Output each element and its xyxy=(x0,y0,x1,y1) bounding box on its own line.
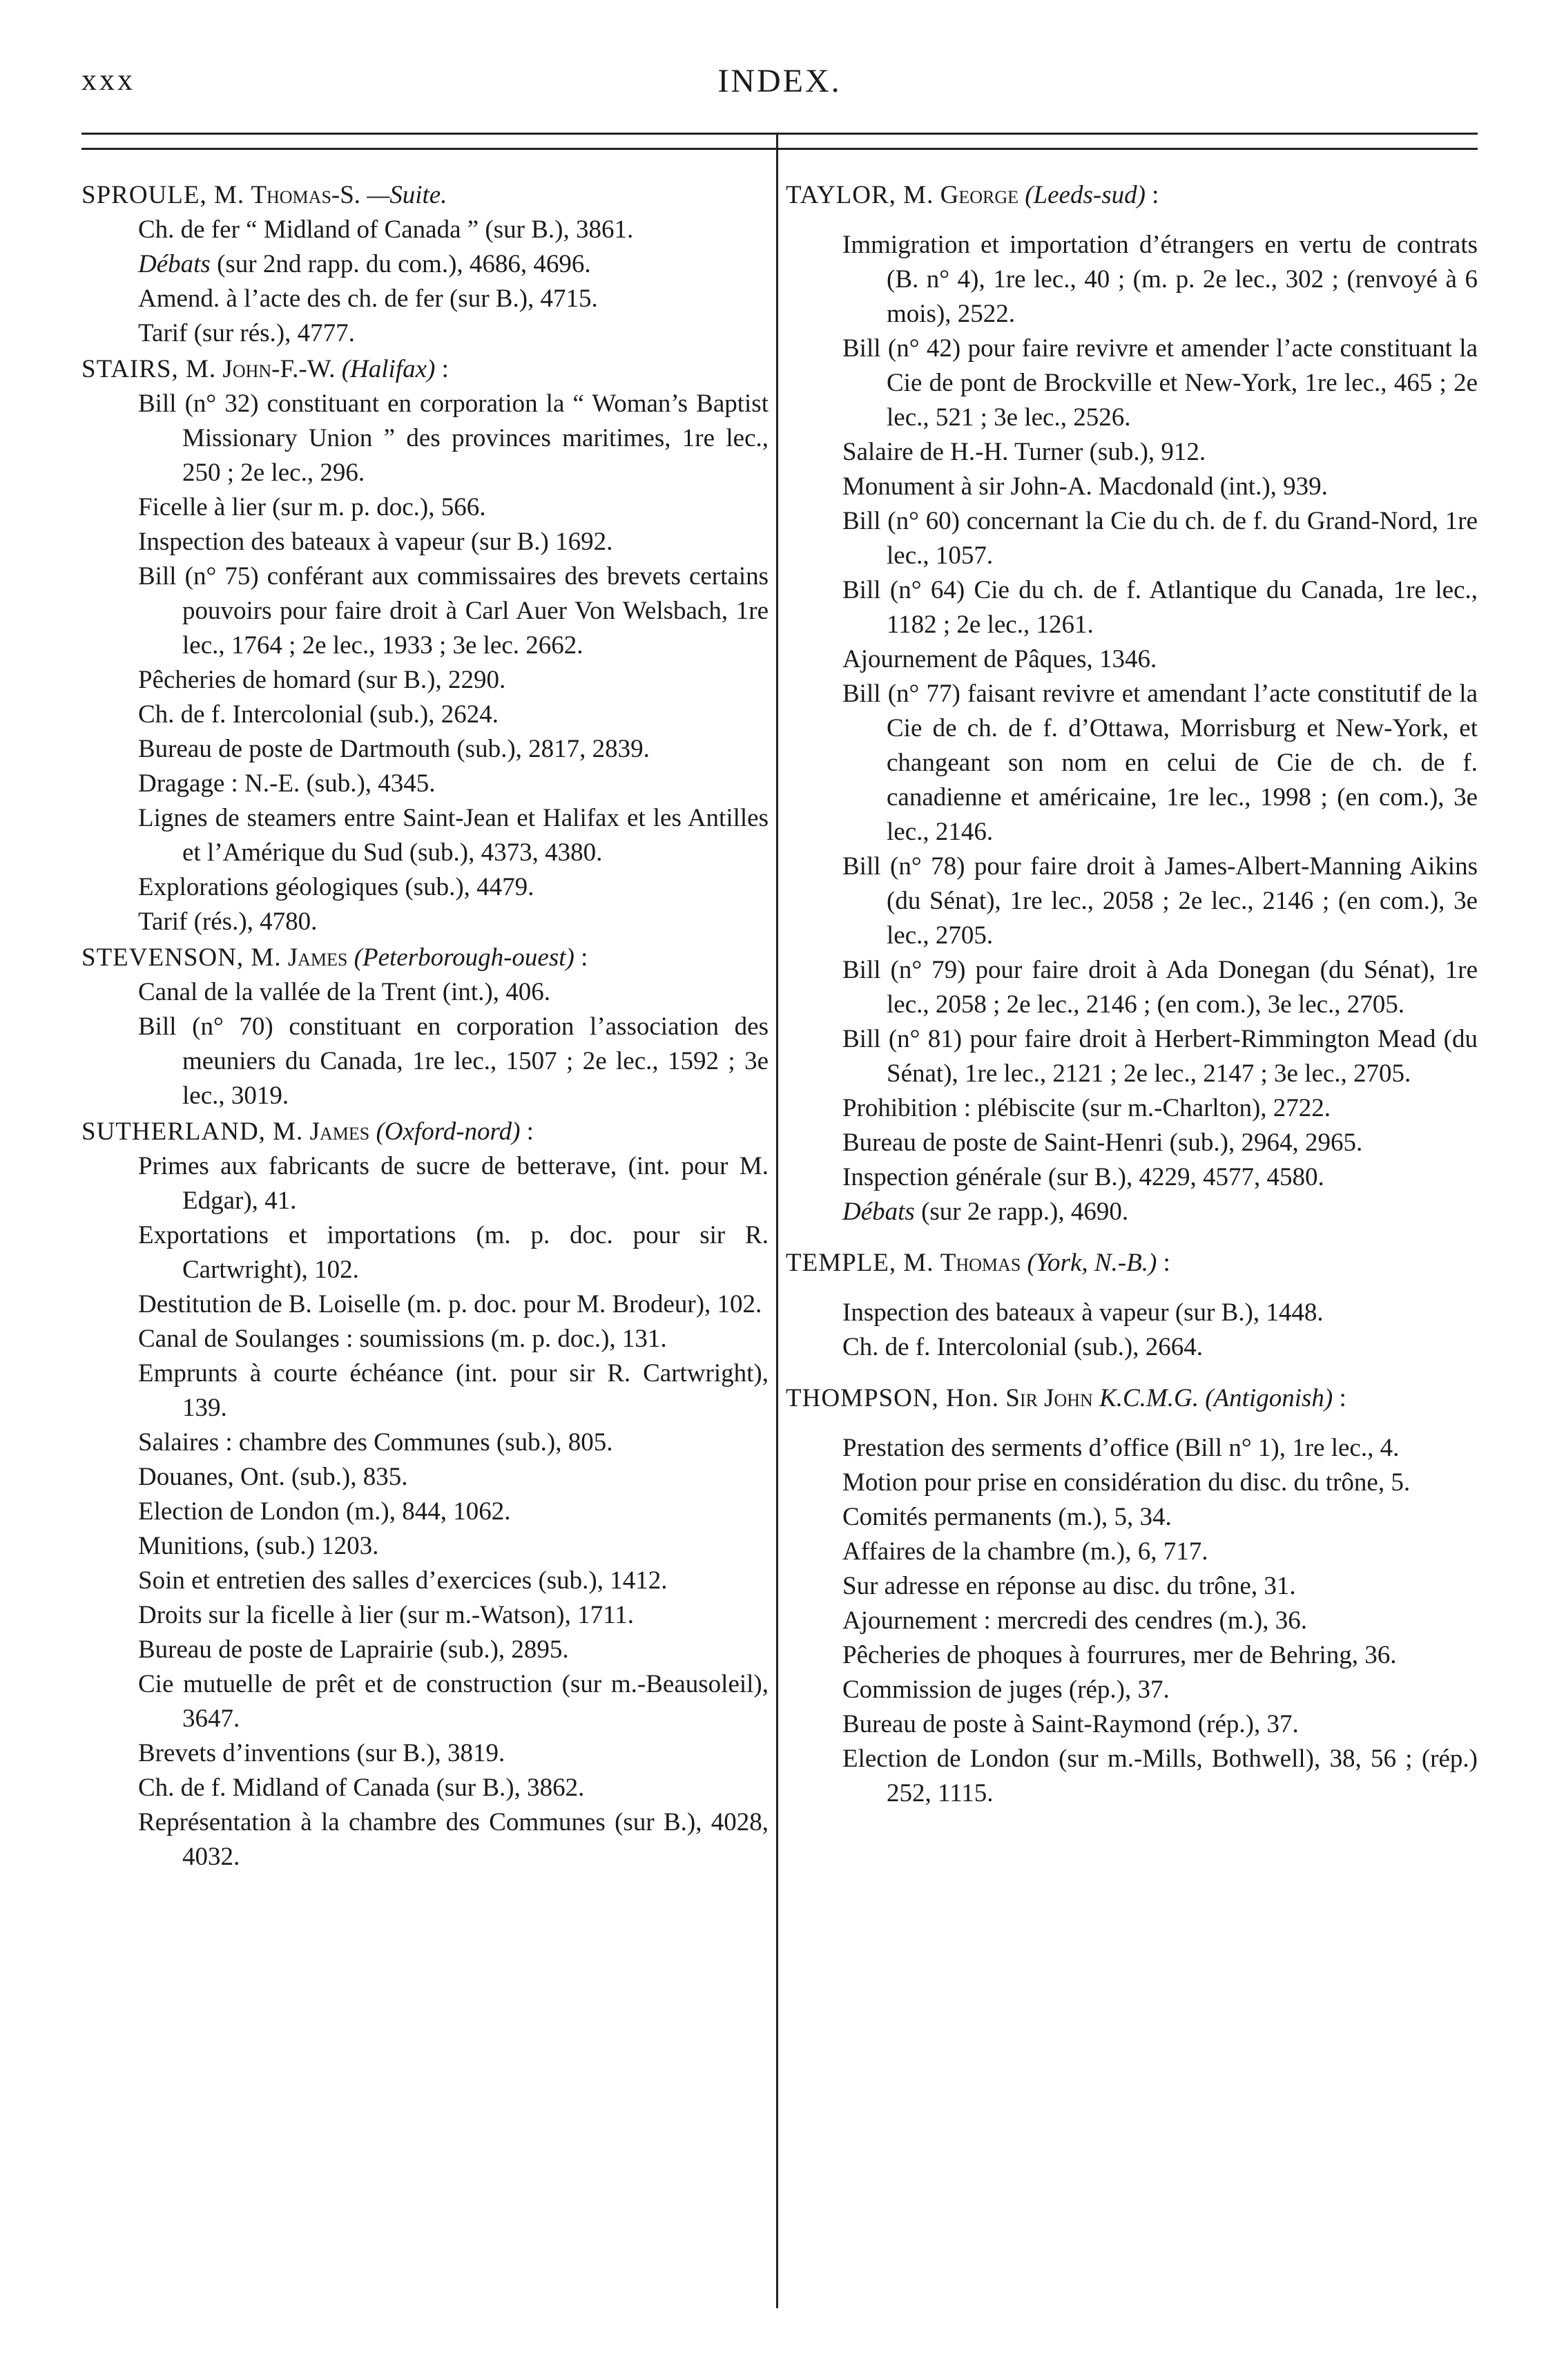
subentry-text: Salaire de H.-H. Turner (sub.), 912. xyxy=(842,438,1206,466)
subentry-text: Bill (n° 60) concernant la Cie du ch. de f. du Grand-Nord, 1re lec., 1057. xyxy=(842,507,1478,570)
member-riding: (Halifax) xyxy=(341,355,436,383)
index-subentry xyxy=(81,247,769,282)
index-subentry xyxy=(81,1805,769,1874)
heading-colon: : xyxy=(1157,1249,1170,1277)
index-subentry xyxy=(81,1010,769,1113)
subentry-text: Bureau de poste à Saint-Raymond (rép.), 37. xyxy=(842,1710,1299,1738)
index-subentry xyxy=(81,698,769,732)
subentry-text: Explorations géologiques (sub.), 4479. xyxy=(138,873,534,901)
member-riding: (Leeds-sud) xyxy=(1025,181,1146,209)
subentry-text: Bureau de poste de Laprairie (sub.), 2895. xyxy=(138,1635,569,1664)
member-riding: (Oxford-nord) xyxy=(376,1117,521,1146)
subentry-text: Bill (n° 32) constituant en corporation la “ Woman’s Baptist Missionary Union ” des provinces maritimes, 1re lec., 250 ; 2e lec., 296. xyxy=(138,390,769,487)
column-divider xyxy=(776,133,778,2308)
index-subentry xyxy=(786,1742,1478,1811)
index-subentry xyxy=(81,1322,769,1356)
member-name: TEMPLE, M. xyxy=(786,1249,934,1277)
entry-heading xyxy=(786,178,1478,213)
index-subentry xyxy=(81,1287,769,1322)
subentry-text: (sur 2e rapp.), 4690. xyxy=(914,1198,1129,1226)
subentry-lead: Débats xyxy=(842,1198,915,1226)
page-title: INDEX. xyxy=(717,63,842,99)
index-column-right xyxy=(786,178,1478,1827)
heading-colon: : xyxy=(574,943,588,972)
subentry-text: Prestation des serments d’office (Bill n° 1), 1re lec., 4. xyxy=(842,1434,1400,1462)
subentry-text: Bill (n° 75) conférant aux commissaires des brevets certains pouvoirs pour faire droit à Carl Auer Von Welsbach, 1re lec., 1764 ; 2e lec., 1933 ; 3e lec. 2662. xyxy=(138,562,769,660)
entry-heading xyxy=(81,1115,769,1149)
index-subentry xyxy=(786,228,1478,332)
index-subentry xyxy=(81,1218,769,1287)
subentry-text: Lignes de steamers entre Saint-Jean et Halifax et les Antilles et l’Amérique du Sud (sub.), 4373, 4380. xyxy=(138,804,769,867)
member-riding: K.C.M.G. (Antigonish) xyxy=(1099,1384,1333,1412)
subentry-text: Exportations et importations (m. p. doc. pour sir R. Cartwright), 102. xyxy=(138,1221,769,1284)
member-name: THOMPSON, Hon. xyxy=(786,1384,1000,1412)
index-entry xyxy=(786,178,1478,1229)
subentry-text: Bill (n° 78) pour faire droit à James-Albert-Manning Aikins (du Sénat), 1re lec., 2058 ; 2e lec., 2146 ; (en com.), 3e lec., 2705. xyxy=(842,852,1478,950)
index-subentry xyxy=(81,1356,769,1426)
index-subentry xyxy=(786,1296,1478,1330)
index-subentry xyxy=(786,1604,1478,1638)
index-subentry xyxy=(786,1160,1478,1195)
subentry-text: Brevets d’inventions (sur B.), 3819. xyxy=(138,1739,505,1767)
subentry-text: Election de London (sur m.-Mills, Bothwell), 38, 56 ; (rép.) 252, 1115. xyxy=(842,1745,1478,1807)
index-subentry xyxy=(81,213,769,247)
index-subentry xyxy=(786,1126,1478,1160)
heading-colon: : xyxy=(435,355,449,383)
subentry-text: Bureau de poste de Dartmouth (sub.), 2817, 2839. xyxy=(138,735,650,763)
index-subentry xyxy=(786,1466,1478,1500)
subentry-text: Election de London (m.), 844, 1062. xyxy=(138,1497,511,1526)
subentry-text: Motion pour prise en considération du disc. du trône, 5. xyxy=(842,1468,1411,1497)
index-subentry xyxy=(81,870,769,905)
index-entry xyxy=(81,352,769,939)
index-subentry xyxy=(786,1638,1478,1673)
index-subentry xyxy=(786,332,1478,435)
subentry-text: Sur adresse en réponse au disc. du trône, 31. xyxy=(842,1572,1296,1600)
index-subentry xyxy=(81,767,769,801)
subentry-text: Ajournement de Pâques, 1346. xyxy=(842,645,1157,673)
index-subentry xyxy=(786,1091,1478,1126)
subentry-text: Commission de juges (rép.), 37. xyxy=(842,1676,1170,1704)
header-rule-top xyxy=(81,133,1478,135)
subentry-text: Salaires : chambre des Communes (sub.), 805. xyxy=(138,1428,613,1457)
index-subentry xyxy=(81,905,769,939)
heading-colon: : xyxy=(1333,1384,1346,1412)
subentry-text: Ficelle à lier (sur m. p. doc.), 566. xyxy=(138,493,486,521)
member-given-name: James xyxy=(287,943,348,972)
index-subentry xyxy=(786,642,1478,677)
subentry-text: Inspection des bateaux à vapeur (sur B.), 1448. xyxy=(842,1298,1324,1327)
entry-heading xyxy=(81,178,769,213)
index-subentry xyxy=(81,525,769,559)
page-number: xxx xyxy=(81,63,135,97)
subentry-text: Ch. de f. Midland of Canada (sur B.), 3862. xyxy=(138,1774,585,1802)
member-given-name: John-F.-W. xyxy=(222,355,336,383)
subentry-text: Dragage : N.-E. (sub.), 4345. xyxy=(138,769,436,798)
index-subentry xyxy=(786,1569,1478,1604)
index-subentry xyxy=(81,1771,769,1805)
index-subentry xyxy=(81,1736,769,1771)
index-subentry xyxy=(786,953,1478,1022)
index-subentry xyxy=(786,1500,1478,1535)
subentry-text: Monument à sir John-A. Macdonald (int.), 939. xyxy=(842,472,1328,501)
member-given-name: Thomas-S. xyxy=(251,181,361,209)
page-header xyxy=(81,41,1478,117)
subentry-text: Ch. de fer “ Midland of Canada ” (sur B.), 3861. xyxy=(138,215,634,244)
index-subentry xyxy=(81,490,769,525)
index-subentry xyxy=(81,282,769,316)
member-given-name: Thomas xyxy=(940,1249,1021,1277)
index-subentry xyxy=(786,1330,1478,1365)
subentry-text: Bureau de poste de Saint-Henri (sub.), 2964, 2965. xyxy=(842,1129,1363,1157)
subentry-text: Ch. de f. Intercolonial (sub.), 2624. xyxy=(138,700,499,729)
entry-heading xyxy=(786,1246,1478,1280)
index-subentry xyxy=(81,1529,769,1564)
member-name: STAIRS, M. xyxy=(81,355,217,383)
index-column-left xyxy=(81,178,769,1876)
subentry-text: Soin et entretien des salles d’exercices (sub.), 1412. xyxy=(138,1566,668,1595)
member-name: TAYLOR, M. xyxy=(786,181,934,209)
index-subentry xyxy=(81,1633,769,1667)
subentry-text: Bill (n° 42) pour faire revivre et amender l’acte constituant la Cie de pont de Brockville et New-York, 1re lec., 465 ; 2e lec., 521 ; 3e lec., 2526. xyxy=(842,334,1478,432)
index-subentry xyxy=(786,1022,1478,1091)
subentry-text: Immigration et importation d’étrangers en vertu de contrats (B. n° 4), 1re lec., 40 ; (m. p. 2e lec., 302 ; (renvoyé à 6 mois), 2522. xyxy=(842,231,1478,328)
subentry-text: Canal de Soulanges : soumissions (m. p. doc.), 131. xyxy=(138,1325,667,1353)
subentry-text: Cie mutuelle de prêt et de construction (sur m.-Beausoleil), 3647. xyxy=(138,1670,769,1733)
subentry-text: Bill (n° 70) constituant en corporation l’association des meuniers du Canada, 1re lec., 1507 ; 2e lec., 1592 ; 3e lec., 3019. xyxy=(138,1013,769,1110)
index-entry xyxy=(786,1246,1478,1365)
index-subentry xyxy=(81,316,769,351)
index-subentry xyxy=(786,573,1478,642)
member-riding: (York, N.-B.) xyxy=(1027,1249,1157,1277)
index-subentry xyxy=(81,1495,769,1529)
subentry-text: Affaires de la chambre (m.), 6, 717. xyxy=(842,1537,1208,1566)
index-subentry xyxy=(786,1195,1478,1229)
index-subentry xyxy=(81,1598,769,1633)
index-subentry xyxy=(786,1673,1478,1707)
index-subentry xyxy=(786,850,1478,953)
subentry-text: Pêcheries de homard (sur B.), 2290. xyxy=(138,666,506,694)
subentry-text: Bill (n° 81) pour faire droit à Herbert-Rimmington Mead (du Sénat), 1re lec., 2121 ; 2e lec., 2147 ; 3e lec., 2705. xyxy=(842,1025,1478,1088)
subentry-text: Bill (n° 77) faisant revivre et amendant l’acte constitutif de la Cie de ch. de f. d’Ottawa, Morrisburg et New-York, et changeant son nom en celui de Cie de ch. de f. canadienne et américaine, 1re lec., 1998 ; (en com.), 3e lec., 2146. xyxy=(842,680,1478,846)
index-subentry xyxy=(786,435,1478,470)
member-riding: —Suite. xyxy=(367,181,447,209)
member-name: SPROULE, M. xyxy=(81,181,245,209)
index-subentry xyxy=(81,732,769,767)
subentry-text: Canal de la vallée de la Trent (int.), 406. xyxy=(138,978,550,1006)
subentry-text: Droits sur la ficelle à lier (sur m.-Watson), 1711. xyxy=(138,1601,634,1629)
subentry-text: Inspection générale (sur B.), 4229, 4577, 4580. xyxy=(842,1163,1324,1191)
index-subentry xyxy=(786,504,1478,573)
subentry-lead: Débats xyxy=(138,250,211,278)
subentry-text: Douanes, Ont. (sub.), 835. xyxy=(138,1463,408,1491)
subentry-text: Emprunts à courte échéance (int. pour sir R. Cartwright), 139. xyxy=(138,1359,769,1422)
index-subentry xyxy=(786,470,1478,504)
index-subentry xyxy=(81,387,769,490)
subentry-text: Primes aux fabricants de sucre de betterave, (int. pour M. Edgar), 41. xyxy=(138,1152,769,1215)
subentry-text: (sur 2nd rapp. du com.), 4686, 4696. xyxy=(210,250,591,278)
index-subentry xyxy=(81,1149,769,1218)
subentry-text: Munitions, (sub.) 1203. xyxy=(138,1532,379,1560)
member-riding: (Peterborough-ouest) xyxy=(354,943,574,972)
index-subentry xyxy=(786,1707,1478,1742)
heading-colon: : xyxy=(520,1117,534,1146)
member-name: STEVENSON, M. xyxy=(81,943,282,972)
index-subentry xyxy=(81,1426,769,1460)
index-entry xyxy=(786,1381,1478,1811)
index-subentry xyxy=(786,1431,1478,1466)
subentry-text: Ajournement : mercredi des cendres (m.), 36. xyxy=(842,1606,1307,1635)
index-subentry xyxy=(81,1460,769,1495)
subentry-text: Représentation à la chambre des Communes (sur B.), 4028, 4032. xyxy=(138,1808,769,1871)
index-subentry xyxy=(81,1564,769,1598)
index-subentry xyxy=(786,1535,1478,1569)
index-entry xyxy=(81,1115,769,1874)
subentry-text: Inspection des bateaux à vapeur (sur B.) 1692. xyxy=(138,528,613,556)
entry-heading xyxy=(786,1381,1478,1416)
heading-colon: : xyxy=(1145,181,1159,209)
member-given-name: James xyxy=(309,1117,370,1146)
index-subentry xyxy=(786,677,1478,850)
member-name: SUTHERLAND, M. xyxy=(81,1117,304,1146)
entry-heading xyxy=(81,352,769,387)
member-given-name: Sir John xyxy=(1005,1384,1093,1412)
subentry-text: Pêcheries de phoques à fourrures, mer de Behring, 36. xyxy=(842,1641,1397,1669)
index-subentry xyxy=(81,663,769,698)
index-subentry xyxy=(81,801,769,870)
index-subentry xyxy=(81,1667,769,1736)
index-entry xyxy=(81,178,769,351)
subentry-text: Amend. à l’acte des ch. de fer (sur B.), 4715. xyxy=(138,285,598,313)
subentry-text: Tarif (sur rés.), 4777. xyxy=(138,319,355,347)
subentry-text: Ch. de f. Intercolonial (sub.), 2664. xyxy=(842,1333,1203,1361)
subentry-text: Bill (n° 79) pour faire droit à Ada Donegan (du Sénat), 1re lec., 2058 ; 2e lec., 2146 ; (en com.), 3e lec., 2705. xyxy=(842,956,1478,1019)
subentry-text: Tarif (rés.), 4780. xyxy=(138,908,318,936)
entry-heading xyxy=(81,941,769,975)
header-rule-bottom xyxy=(81,148,1478,150)
member-given-name: George xyxy=(940,181,1018,209)
subentry-text: Comités permanents (m.), 5, 34. xyxy=(842,1503,1172,1531)
index-entry xyxy=(81,941,769,1113)
subentry-text: Prohibition : plébiscite (sur m.-Charlton), 2722. xyxy=(842,1094,1331,1122)
index-subentry xyxy=(81,559,769,663)
subentry-text: Bill (n° 64) Cie du ch. de f. Atlantique du Canada, 1re lec., 1182 ; 2e lec., 1261. xyxy=(842,576,1478,639)
subentry-text: Destitution de B. Loiselle (m. p. doc. pour M. Brodeur), 102. xyxy=(138,1290,762,1318)
index-subentry xyxy=(81,975,769,1010)
